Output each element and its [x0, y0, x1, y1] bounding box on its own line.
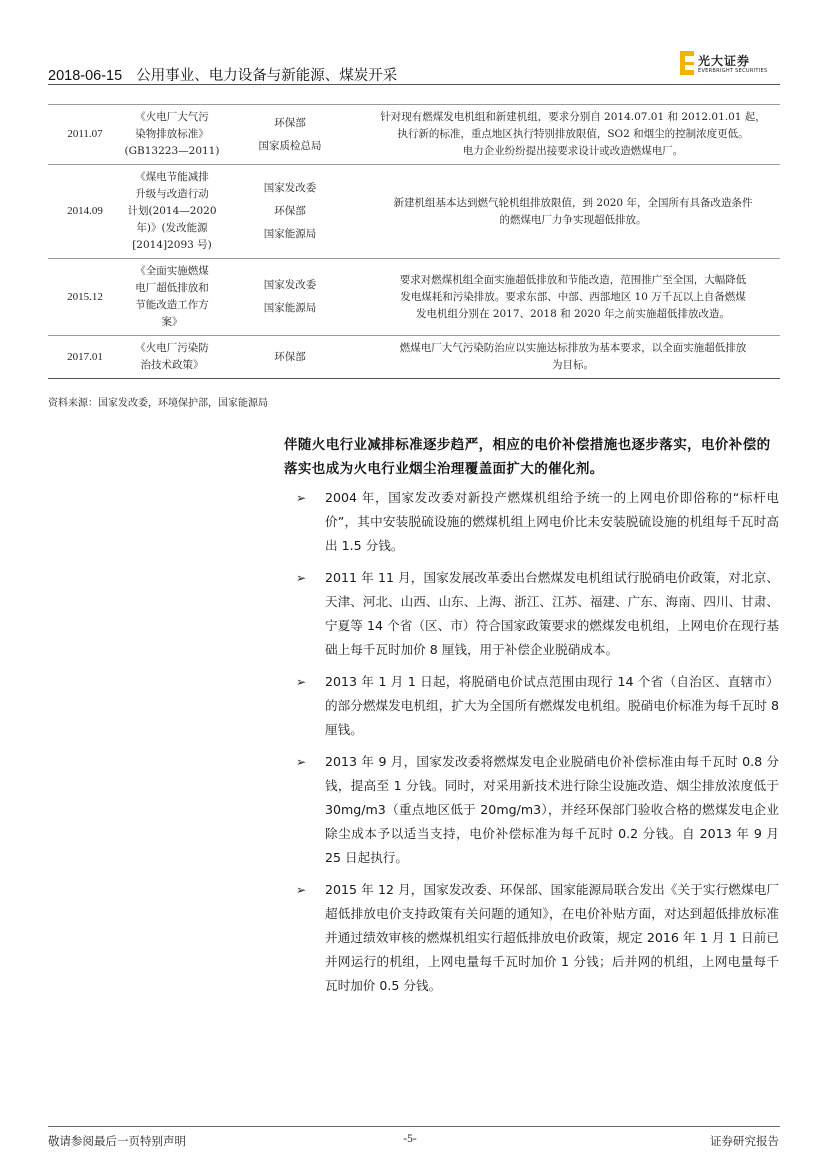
- row-department: [222, 259, 358, 336]
- policy-title-line: 电厂超低排放和: [135, 282, 209, 294]
- description-line: 新建机组基本达到燃气轮机组排放限值，到 2020 年，全国所有具备改造条件: [393, 196, 753, 209]
- department-line: 环保部: [274, 205, 306, 217]
- bullet-arrow-icon: ➢: [296, 675, 307, 689]
- department-line: 环保部: [274, 350, 306, 363]
- policy-title-line: 案》: [161, 316, 183, 328]
- page-header: [48, 64, 397, 85]
- bullet-text: 2011 年 11 月，国家发展改革委出台燃煤发电机组试行脱硝电价政策，对北京、天津、河北、山西、山东、上海、浙江、江苏、福建、广东、海南、四川、甘肃、宁夏等 14 个省（区、市）符合国家政策要求的燃煤发电机组，上网电价在现行基础上每千瓦时加价 8 厘钱，用于补偿企业脱硝成本。: [325, 570, 779, 657]
- logo-text-cn: 光大证券: [698, 54, 751, 68]
- policy-title-line: (GB13223—2011): [124, 145, 220, 157]
- footer-disclaimer: 敬请参阅最后一页特别声明: [48, 1134, 186, 1148]
- table-row: [48, 259, 780, 336]
- description-line: 为目标。: [552, 359, 594, 371]
- row-policy-title: [122, 165, 222, 259]
- table-row: [48, 336, 780, 379]
- policy-title-line: [2014]2093 号): [132, 239, 212, 251]
- row-description: [358, 165, 780, 259]
- bullet-list: [284, 486, 779, 1006]
- row-description: [358, 336, 780, 379]
- logo-text-en: EVERBRIGHT SECURITIES: [698, 68, 768, 74]
- row-description: [358, 259, 780, 336]
- department-line: 国家能源局: [263, 228, 317, 240]
- row-policy-title: [122, 105, 222, 165]
- bullet-text: 2013 年 9 月，国家发改委将燃煤发电企业脱硝电价补偿标准由每千瓦时 0.8 分钱，提高至 1 分钱。同时，对采用新技术进行除尘设施改造、烟尘排放浓度低于 30mg/m3（重点地区低于 20mg/m3），并经环保部门验收合格的燃煤发电企业除尘成本予以适当支持，电价补偿标准为每千瓦时 0.2 分钱。自 2013 年 9 月 25 日起执行。: [325, 754, 779, 865]
- bullet-arrow-icon: ➢: [296, 571, 307, 585]
- table-row: [48, 165, 780, 259]
- policy-title-line: 染物排放标准》: [135, 128, 209, 140]
- everbright-logo: [680, 51, 780, 77]
- description-line: 要求对燃煤机组全面实施超低排放和节能改造，范围推广至全国，大幅降低: [399, 273, 747, 286]
- description-line: 燃煤电厂大气污染防治应以实施达标排放为基本要求，以全面实施超低排放: [399, 342, 747, 354]
- department-line: 国家能源局: [263, 302, 317, 314]
- row-year: 2017.01: [48, 336, 122, 379]
- row-year: 2015.12: [48, 259, 122, 336]
- list-item: [284, 486, 779, 558]
- logo-mark-icon: [680, 51, 694, 75]
- policy-title-line: 《火电厂大气污: [135, 111, 209, 123]
- report-date: 2018-06-15: [48, 68, 123, 84]
- row-policy-title: [122, 259, 222, 336]
- section-lead: 伴随火电行业减排标准逐步趋严，相应的电价补偿措施也逐步落实，电价补偿的落实也成为火电行业烟尘治理覆盖面扩大的催化剂。: [284, 437, 771, 477]
- department-line: 国家发改委: [263, 182, 317, 194]
- list-item: [284, 750, 779, 870]
- row-description: [358, 105, 780, 165]
- description-line: 针对现有燃煤发电机组和新建机组，要求分别自 2014.07.01 和 2012.01.01 起，: [380, 111, 766, 123]
- report-category: 公用事业、电力设备与新能源、煤炭开采: [136, 68, 398, 84]
- policy-title-line: 《煤电节能减排: [135, 171, 209, 183]
- row-policy-title: [122, 336, 222, 379]
- department-line: 环保部: [274, 116, 306, 129]
- description-line: 的燃煤电厂力争实现超低排放。: [499, 213, 647, 226]
- page-number: -5-: [403, 1133, 417, 1145]
- list-item: [284, 878, 779, 998]
- policy-table: [48, 104, 780, 379]
- policy-title-line: 升级与改造行动: [135, 188, 209, 200]
- table-source: 资料来源：国家发改委，环境保护部，国家能源局: [48, 398, 268, 409]
- list-item: [284, 670, 779, 742]
- department-line: 国家发改委: [263, 279, 317, 291]
- row-year: 2011.07: [48, 105, 122, 165]
- policy-title-line: 治技术政策》: [140, 359, 204, 371]
- table-row: [48, 105, 780, 165]
- bullet-arrow-icon: ➢: [296, 491, 307, 505]
- policy-title-line: 《全面实施燃煤: [135, 265, 209, 277]
- bullet-text: 2004 年，国家发改委对新投产燃煤机组给予统一的上网电价即俗称的“标杆电价”，其中安装脱硫设施的燃煤机组上网电价比未安装脱硫设施的机组每千瓦时高出 1.5 分钱。: [325, 490, 779, 553]
- policy-title-line: 年)》(发改能源: [136, 222, 208, 234]
- header-divider: [48, 84, 780, 85]
- department-line: 国家质检总局: [258, 139, 322, 152]
- policy-title-line: 计划(2014—2020: [127, 205, 217, 217]
- row-department: [222, 336, 358, 379]
- policy-title-line: 《火电厂污染防: [135, 342, 209, 354]
- bullet-text: 2015 年 12 月，国家发改委、环保部、国家能源局联合发出《关于实行燃煤电厂超低排放电价支持政策有关问题的通知》，在电价补贴方面，对达到超低排放标准并通过绩效审核的燃煤机组实行超低排放电价政策，规定 2016 年 1 月 1 日前已并网运行的机组，上网电量每千瓦时加价 1 分钱；后并网的机组，上网电量每千瓦时加价 0.5 分钱。: [325, 882, 779, 993]
- list-item: [284, 566, 779, 662]
- footer-divider: [48, 1126, 780, 1127]
- bullet-text: 2013 年 1 月 1 日起，将脱硝电价试点范围由现行 14 个省（自治区、直辖市）的部分燃煤发电机组，扩大为全国所有燃煤发电机组。脱硝电价标准为每千瓦时 8 厘钱。: [325, 674, 779, 737]
- bullet-arrow-icon: ➢: [296, 755, 307, 769]
- description-line: 发电机组分别在 2017、2018 和 2020 年之前实施超低排放改造。: [415, 307, 730, 320]
- description-line: 发电煤耗和污染排放。要求东部、中部、西部地区 10 万千瓦以上自备燃煤: [400, 290, 746, 303]
- row-department: [222, 165, 358, 259]
- bullet-arrow-icon: ➢: [296, 883, 307, 897]
- row-department: [222, 105, 358, 165]
- row-year: 2014.09: [48, 165, 122, 259]
- footer-report-type: 证券研究报告: [710, 1134, 779, 1148]
- policy-title-line: 节能改造工作方: [135, 299, 209, 311]
- description-line: 电力企业纷纷提出接要求设计或改造燃煤电厂。: [462, 145, 684, 157]
- description-line: 执行新的标准，重点地区执行特别排放限值，SO2 和烟尘的控制浓度更低。: [397, 128, 749, 140]
